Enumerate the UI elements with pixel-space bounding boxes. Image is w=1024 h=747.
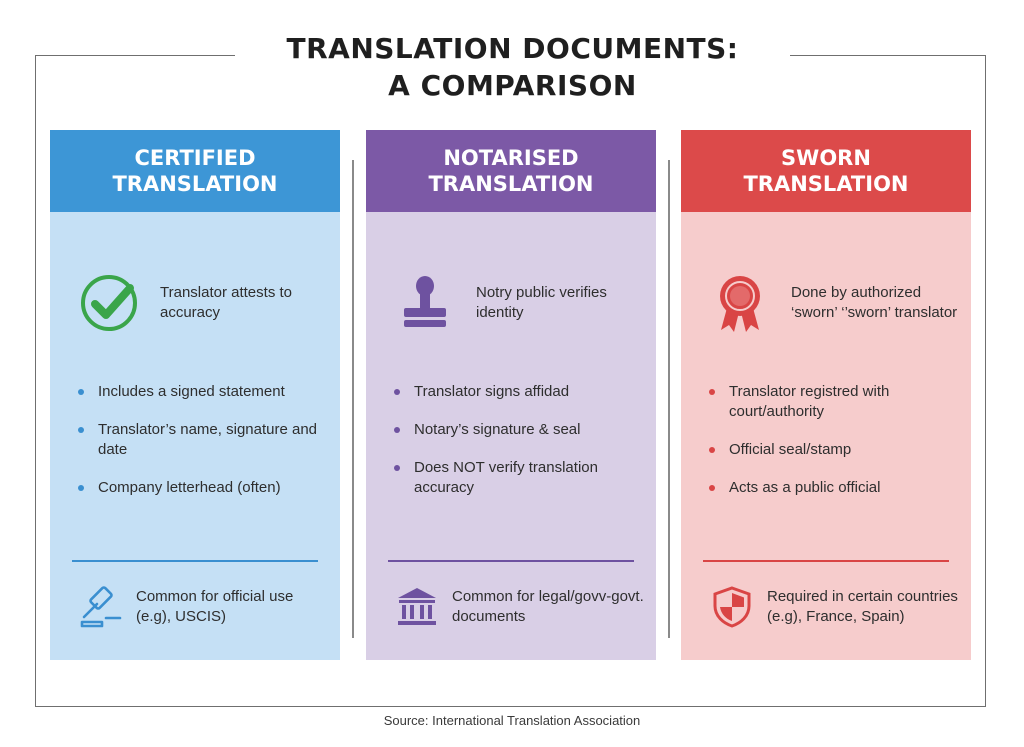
bullet-dot — [394, 465, 400, 471]
card-usage-text: Required in certain countries (e.g), France, Spain) — [767, 588, 958, 625]
card-body — [366, 212, 656, 660]
list-item — [709, 478, 959, 498]
bullet-dot — [709, 485, 715, 491]
card-body — [50, 212, 340, 660]
list-item-text: Acts as a public official — [729, 479, 881, 496]
list-item — [709, 440, 959, 460]
card-bullet-list — [78, 382, 328, 516]
bullet-dot — [394, 427, 400, 433]
card-bullet-list — [709, 382, 959, 516]
bullet-dot — [394, 389, 400, 395]
list-item-text: Translator’s name, signature and date — [98, 421, 318, 458]
list-item — [78, 420, 328, 460]
card-usage-text: Common for official use (e.g), USCIS) — [136, 588, 294, 625]
notarised-translation-card — [366, 130, 656, 660]
list-item-text: Notary’s signature & seal — [414, 421, 581, 438]
column-divider — [352, 160, 354, 638]
list-item — [394, 458, 644, 498]
card-usage — [394, 584, 644, 630]
list-item-text: Translator signs affidad — [414, 383, 570, 400]
card-usage-text: Common for legal/govv-govt. documents — [452, 588, 644, 625]
shield-icon — [709, 584, 755, 630]
card-summary — [709, 272, 959, 334]
card-summary-text: Done by authorized ‘sworn’ ‘’sworn’ translator — [791, 284, 958, 321]
list-item-text: Includes a signed statement — [98, 383, 285, 400]
card-header-line-1: NOTARISED — [443, 146, 579, 170]
card-summary — [78, 272, 328, 334]
card-header — [366, 130, 656, 212]
card-header-line-1: CERTIFIED — [134, 146, 256, 170]
card-header-line-2: TRANSLATION — [743, 172, 909, 196]
card-bullet-list — [394, 382, 644, 516]
title-line-2: A COMPARISON — [388, 69, 637, 102]
list-item-text: Company letterhead (often) — [98, 479, 281, 496]
page-title — [235, 30, 790, 104]
bullet-dot — [709, 447, 715, 453]
list-item — [394, 382, 644, 402]
list-item-text: Official seal/stamp — [729, 441, 852, 458]
card-header-line-1: SWORN — [781, 146, 871, 170]
card-divider — [388, 560, 634, 562]
list-item — [709, 382, 959, 422]
column-divider — [668, 160, 670, 638]
card-divider — [72, 560, 318, 562]
list-item — [78, 382, 328, 402]
list-item — [78, 478, 328, 498]
bullet-dot — [709, 389, 715, 395]
card-summary — [394, 272, 644, 334]
card-divider — [703, 560, 949, 562]
gavel-icon — [78, 584, 124, 630]
source-credit: Source: International Translation Association — [383, 713, 641, 728]
bullet-dot — [78, 427, 84, 433]
title-line-1: TRANSLATION DOCUMENTS: — [286, 32, 739, 65]
sworn-translation-card — [681, 130, 971, 660]
list-item-text: Translator registred with court/authority — [729, 383, 890, 420]
check-icon — [78, 272, 140, 334]
card-header — [681, 130, 971, 212]
list-item — [394, 420, 644, 440]
card-header — [50, 130, 340, 212]
list-item-text: Does NOT verify translation accuracy — [414, 459, 598, 496]
card-summary-text: Translator attests to accuracy — [160, 284, 292, 321]
bank-icon — [394, 584, 440, 630]
bullet-dot — [78, 485, 84, 491]
card-body — [681, 212, 971, 660]
card-summary-text: Notry public verifies identity — [476, 284, 607, 321]
certified-translation-card — [50, 130, 340, 660]
bullet-dot — [78, 389, 84, 395]
award-ribbon-icon — [709, 272, 771, 334]
card-header-line-2: TRANSLATION — [428, 172, 594, 196]
card-usage — [709, 584, 959, 630]
stamp-icon — [394, 272, 456, 334]
card-header-line-2: TRANSLATION — [112, 172, 278, 196]
card-usage — [78, 584, 328, 630]
